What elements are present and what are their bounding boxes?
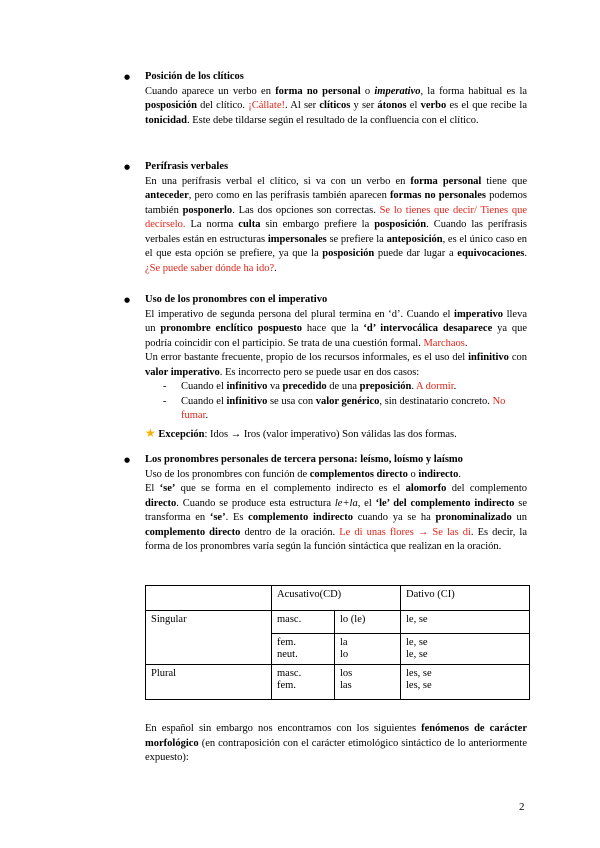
- star-icon: ★: [145, 425, 156, 440]
- table-cell: [146, 586, 272, 611]
- paragraph: Un error bastante frecuente, propio de los recursos informales, es el uso del infinitivo con valor imperativo. Es incorrecto pero se puede usar en dos casos:: [145, 352, 527, 378]
- exception-note: ★ Excepción: Idos → Iros (valor imperativo) Son válidas las dos formas.: [145, 425, 457, 440]
- table-cell-singular: Singular: [146, 611, 272, 665]
- example-text: Se lo tienes que decir/ Tienes que decírselo.: [145, 204, 528, 230]
- list-item: - Cuando el infinitivo se usa con valor genérico, sin destinatario concreto. No fumar.: [163, 395, 506, 421]
- table-cell-plural: Plural: [146, 665, 272, 700]
- table-row: [146, 611, 530, 634]
- paragraph: Cuando aparece un verbo en forma no personal o imperativo, la forma habitual es la posposición del clítico. ¡Cállate!. Al ser clíticos y ser átonos el verbo es el que recibe la tonicidad. Este debe tildarse según el resultado de la confluencia con el clítico.: [145, 85, 528, 126]
- table-cell: masc.: [272, 611, 335, 634]
- table-row: [146, 665, 530, 700]
- bullet-icon: ●: [124, 456, 131, 464]
- example-text: Marchaos: [423, 337, 465, 349]
- table-cell: los las: [335, 665, 401, 700]
- table-row: [146, 586, 530, 611]
- list-item: - Cuando el infinitivo va precedido de una preposición. A dormir.: [145, 380, 527, 395]
- table-cell: les, se les, se: [401, 665, 530, 700]
- bullet-icon: ●: [124, 296, 131, 304]
- paragraph: En una perífrasis verbal el clítico, si va con un verbo en forma personal tiene que anteceder, pero como en las perífrasis también aparecen formas no personales podemos también posponerlo. Las dos opciones son correctas. Se lo tienes que decir/ Tienes que decírselo. La norma culta sin embargo prefiere la posposición. Cuando las perífrasis verbales están en estructuras impersonales se prefiere la anteposición, es el único caso en el que esta opción se prefiere, ya que la posposición puede dar lugar a equivocaciones. ¿Se puede saber dónde ha ido?.: [145, 175, 528, 274]
- example-text: A dormir: [416, 381, 454, 392]
- table-cell: fem. neut.: [272, 634, 335, 665]
- table-cell: masc. fem.: [272, 665, 335, 700]
- bullet-icon: ●: [124, 73, 131, 81]
- dash-marker: -: [163, 395, 167, 407]
- example-text: ¡Cállate!: [248, 100, 285, 111]
- table-cell: la lo: [335, 634, 401, 665]
- bullet-icon: ●: [124, 163, 131, 171]
- table-header-ci: Dativo (CI): [401, 586, 530, 611]
- table-cell: le, se le, se: [401, 634, 530, 665]
- example-text: Le di unas flores → Se las di: [339, 526, 471, 538]
- example-text: No fumar: [181, 395, 506, 421]
- pronoun-table: [145, 585, 530, 700]
- section-heading: Posición de los clíticos: [145, 71, 244, 82]
- page-number: 2: [519, 801, 525, 813]
- paragraph: En español sin embargo nos encontramos con los siguientes fenómenos de carácter morfológico (en contraposición con el carácter etimológico sintáctico de lo anteriormente expuesto):: [145, 723, 527, 763]
- paragraph: El imperativo de segunda persona del plural termina en ‘d’. Cuando el imperativo lleva un pronombre enclítico pospuesto hace que la ‘d’ intervocálica desaparece ya que podría coincidir con el participio. Se trata de una cuestión formal. Marchaos.: [145, 308, 528, 349]
- table-header-cd: Acusativo(CD): [272, 586, 401, 611]
- example-text: ¿Se puede saber dónde ha ido?: [145, 262, 275, 274]
- table-cell: le, se: [401, 611, 530, 634]
- paragraph: El ‘se’ que se forma en el complemento indirecto es el alomorfo del complemento directo. Cuando se produce esta estructura le+la, el ‘le’ del complemento indirecto se transforma en ‘se’. Es complemento indirecto cuando ya se ha pronominalizado un complemento directo dentro de la oración. Le di unas flores → Se las di. Es decir, la forma de los pronombres varía según la función sintáctica que realizan en la oración.: [145, 483, 528, 552]
- table-cell: lo (le): [335, 611, 401, 634]
- section-heading: Uso de los pronombres con el imperativo: [145, 294, 328, 305]
- section-heading: Perífrasis verbales: [145, 161, 229, 172]
- paragraph: Uso de los pronombres con función de complementos directo o indirecto.: [145, 468, 462, 480]
- dash-marker: -: [163, 381, 167, 392]
- section-heading: Los pronombres personales de tercera persona: leísmo, loísmo y laísmo: [145, 454, 463, 465]
